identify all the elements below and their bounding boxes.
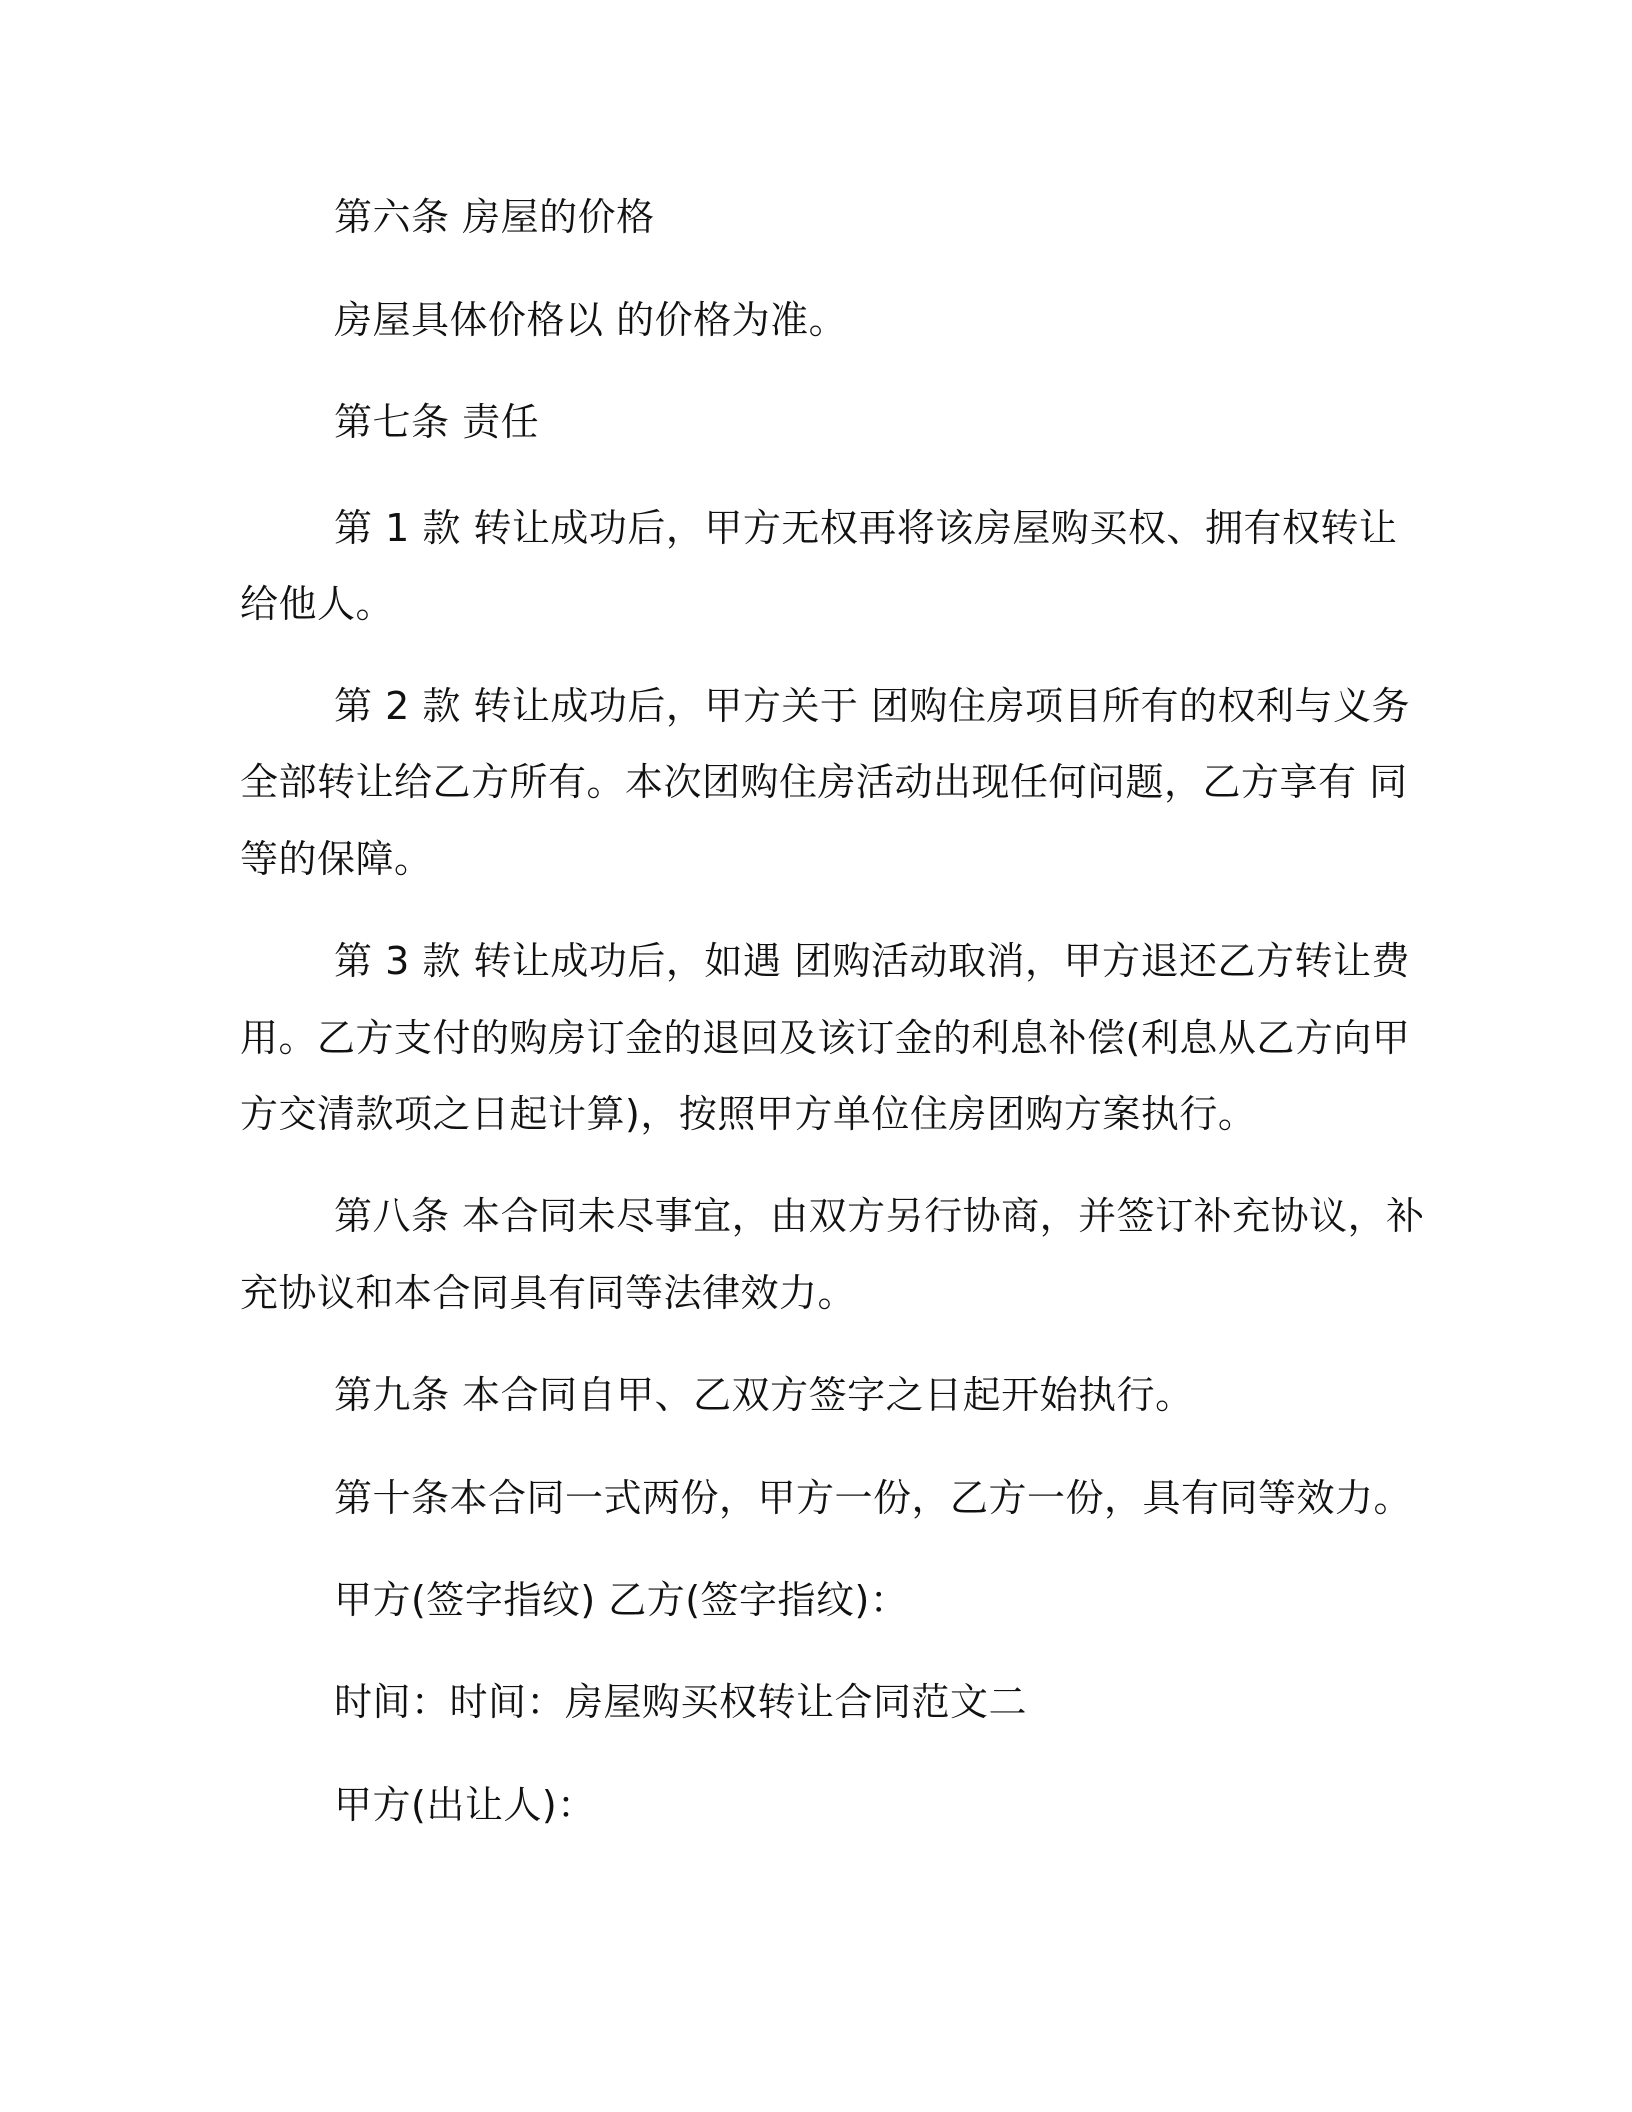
clause-2-line-1: 第 2 款 转让成功后，甲方关于 团购住房项目所有的权利与义务	[334, 684, 1410, 728]
clause-3-line-3: 方交清款项之日起计算)，按照甲方单位住房团购方案执行。	[240, 1092, 1257, 1136]
clause-3-line-2: 用。乙方支付的购房订金的退回及该订金的利息补偿(利息从乙方向甲	[240, 1016, 1411, 1060]
article-8-line-1: 第八条 本合同未尽事宜，由双方另行协商，并签订补充协议，补	[334, 1194, 1425, 1238]
date-line: 时间：时间：房屋购买权转让合同范文二	[334, 1680, 1028, 1724]
article-9-text: 第九条 本合同自甲、乙双方签字之日起开始执行。	[334, 1373, 1194, 1417]
party-a-line: 甲方(出让人)：	[334, 1783, 596, 1827]
clause-1-line-2: 给他人。	[240, 582, 395, 626]
article-6-text: 房屋具体价格以 的价格为准。	[334, 298, 848, 342]
signature-line: 甲方(签字指纹) 乙方(签字指纹)：	[334, 1578, 909, 1622]
article-7-heading: 第七条 责任	[334, 400, 540, 444]
clause-2-line-3: 等的保障。	[240, 837, 433, 881]
article-8-line-2: 充协议和本合同具有同等法律效力。	[240, 1271, 857, 1315]
article-10-text: 第十条本合同一式两份，甲方一份，乙方一份，具有同等效力。	[334, 1476, 1413, 1520]
clause-1-line-1: 第 1 款 转让成功后，甲方无权再将该房屋购买权、拥有权转让	[334, 506, 1398, 550]
article-6-heading: 第六条 房屋的价格	[334, 195, 655, 239]
clause-2-line-2: 全部转让给乙方所有。本次团购住房活动出现任何问题，乙方享有 同	[240, 760, 1408, 804]
clause-3-line-1: 第 3 款 转让成功后，如遇 团购活动取消，甲方退还乙方转让费	[334, 939, 1410, 983]
